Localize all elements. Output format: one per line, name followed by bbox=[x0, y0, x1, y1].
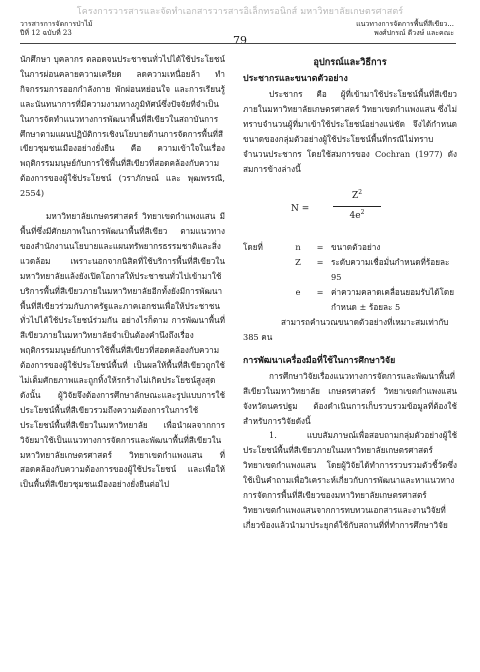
article-authors: พงศ์ปกรณ์ ดีวงษ์ และคณะ bbox=[374, 29, 454, 37]
header-divider bbox=[20, 43, 456, 44]
formula-denominator-exponent: 2 bbox=[360, 209, 365, 217]
definition-symbol-z: Z bbox=[295, 257, 301, 268]
definition-text-z: ระดับความเชื่อมั่นกำหนดที่ร้อยละ 95 bbox=[331, 257, 450, 283]
formula-lhs: N = bbox=[291, 204, 310, 215]
right-column bbox=[243, 52, 457, 533]
formula-definitions bbox=[243, 240, 457, 315]
left-paragraph-2: มหาวิทยาลัยเกษตรศาสตร์ วิทยาเขตกำแพงแสน มีพื้นที่ซึ่งมีศักยภาพในการพัฒนาพื้นที่สีเขียว ตามแนวทางของสำนักงานนโยบายและแผนทรัพยากรธรรมชาติและสิ่งแวดล้อม เพราะนอกจากนิสิตที่ใช้บริการพื้นที่สีเขียวในมหาวิทยาลัยแล้งยังเปิดโอกาสให้ประชาชนทั่วไปเข้ามาใช้บริการพื้นที่สีเขียวภายในมหาวิทยาลัยอีกทั้งยังมีการพัฒนาพื้นที่สีเขียวร่วมกับภาครัฐและภาคเอกชนเพื่อให้ประชาชนทั่วไปได้ใช้ประโยชน์ร่วมกัน อย่างไรก็ตาม การพัฒนาพื้นที่สีเขียวภายในมหาวิทยาลัยจำเป็นต้องคำนึงถึงเรื่องพฤติกรรมมนุษย์กับการใช้พื้นที่สีเขียวที่สอดคล้องกับความต้องการของผู้ใช้ประโยชน์พื้นที่ เป็นผลให้พื้นที่สีเขียวถูกใช้ไม่เต็มศักยภาพและถูกทิ้งให้รกร้างไม่เกิดประโยชน์สูงสุด ดังนั้น ผู้วิจัยจึงต้องการศึกษาลักษณะและรูปแบบการใช้ประโยชน์พื้นที่สีเขียวรวมถึงความต้องการในการใช้ประโยชน์พื้นที่สีเขียวในมหาวิทยาลัย เพื่อนำผลจากการวิจัยมาใช้เป็นแนวทางการจัดการและพัฒนาพื้นที่สีเขียวในมหาวิทยาลัยเกษตรศาสตร์ วิทยาเขตกำแพงแสน ที่สอดคล้องกับความต้องการของผู้ใช้ประโยชน์ และเพื่อให้เป็นพื้นที่สีเขียวชุมชนเมืองอย่างยั่งยืนต่อไป bbox=[20, 211, 225, 490]
definition-row-z bbox=[243, 255, 457, 285]
journal-name: วารสารการจัดการป่าไม้ bbox=[20, 20, 93, 28]
page-number: 79 bbox=[233, 34, 247, 47]
definition-equals: = bbox=[316, 242, 324, 253]
formula-denominator bbox=[333, 210, 381, 223]
formula-denominator-symbol: 4e bbox=[349, 211, 361, 222]
paragraph-gap bbox=[20, 201, 225, 209]
section-gap bbox=[243, 345, 457, 353]
definition-equals: = bbox=[316, 257, 324, 268]
definition-equals: = bbox=[316, 287, 324, 298]
formula-numerator-symbol: Z bbox=[351, 191, 359, 202]
article-header bbox=[356, 20, 454, 38]
subsection-title-instrument: การพัฒนาเครื่องมือที่ใช้ในการศึกษาวิจัย bbox=[243, 355, 396, 366]
section-title: อุปกรณ์และวิธีการ bbox=[313, 57, 387, 68]
left-paragraph-1: นักศึกษา บุคลากร ตลอดจนประชาชนทั่วไปได้ใช้ประโยชน์ในการผ่อนคลายความเครียด ลดความเหนื่อยล้า ทำกิจกรรมการออกกำลังกาย พักผ่อนหย่อนใจ และการเรียนรู้และนันทนาการที่มีความงามทางภูมิทัศน์ซึ่งปัจจัยที่จำเป็นในการจัดทำแนวทางการพัฒนาพื้นที่สีเขียวในสถาบันการศึกษาตามแผนปฏิบัติการเชิงนโยบายด้านการจัดการพื้นที่สีเขียวชุมชนเมืองอย่างยั่งยืน คือ ความเข้าใจในเรื่องพฤติกรรมมนุษย์กับการใช้พื้นที่สีเขียวที่สอดคล้องกับความต้องการของผู้ใช้ประโยชน์ (วราภักษณ์ และ พุฒพรรณี, 2554) bbox=[20, 54, 225, 199]
definition-row-e bbox=[243, 285, 457, 315]
definition-text-n: ขนาดตัวอย่าง bbox=[331, 242, 381, 253]
formula-numerator-exponent: 2 bbox=[358, 189, 363, 197]
definition-intro: โดยที่ bbox=[243, 242, 263, 253]
instrument-paragraph: การศึกษาวิจัยเรื่องแนวทางการจัดการและพัฒนาพื้นที่สีเขียวในมหาวิทยาลัย เกษตรศาสตร์ วิทยาเขตกำแพงแสน จังหวัดนครปฐม ต้องดำเนินการเก็บรวบรวมข้อมูลที่ต้องใช้สำหรับการวิจัยดังนี้ bbox=[243, 370, 457, 426]
formula-numerator bbox=[333, 190, 381, 203]
definition-symbol-e: e bbox=[295, 287, 301, 298]
sample-size-result: สามารถคำนวณขนาดตัวอย่างที่เหมาะสมเท่ากับ 385 คน bbox=[243, 316, 449, 342]
definition-text-e: ค่าความคลาดเคลื่อนยอมรับได้โดยกำหนด ± ร้อยละ 5 bbox=[331, 287, 455, 313]
subsection-title-population: ประชากรและขนาดตัวอย่าง bbox=[243, 74, 348, 84]
watermark-text: โครงการวารสารและจัดทำเอกสารวารสารอิเล็กทรอนิกส์ มหาวิทยาลัยเกษตรศาสตร์ bbox=[76, 7, 404, 17]
left-column bbox=[20, 52, 225, 492]
definition-symbol-n: n bbox=[295, 242, 301, 253]
journal-issue: ปีที่ 12 ฉบับที่ 23 bbox=[20, 29, 72, 37]
article-running-title: แนวทางการจัดการพื้นที่สีเขียว... bbox=[356, 20, 454, 28]
definition-row-n bbox=[243, 240, 457, 255]
instrument-item-1: 1. แบบสัมภาษณ์เพื่อสอบถามกลุ่มตัวอย่างผู้ใช้ประโยชน์พื้นที่สีเขียวภายในมหาวิทยาลัยเกษตรศาสตร์ วิทยาเขตกำแพงแสน โดยผู้วิจัยได้ทำการรวบรวมตัวชี้วัดซึ่งใช้เป็นคำถามเพื่อวิเคราะห์เกี่ยวกับการพัฒนาและหาแนวทางการจัดการพื้นที่สีเขียวของมหาวิทยาลัยเกษตรศาสตร์ วิทยาเขตกำแพงแสนจากการทบทวนเอกสารและงานวิจัยที่เกี่ยวข้องแล้วนำมาประยุกต์ใช้กับสถานที่ที่ทำการศึกษาวิจัย bbox=[243, 430, 457, 530]
population-paragraph: ประชากร คือ ผู้ที่เข้ามาใช้ประโยชน์พื้นที่สีเขียว ภายในมหาวิทยาลัยเกษตรศาสตร์ วิทยาเขตกำแพงแสน ซึ่งไม่ทราบจำนวนผู้ที่มาเข้าใช้ประโยชน์อย่างแน่ชัด จึงได้กำหนดขนาดของกลุ่มตัวอย่างผู้ใช้ประโยชน์พื้นที่กรณีไม่ทราบจำนวนประชากร โดยใช้สมการของ Cochran (1977) ดังสมการข้างล่างนี้ bbox=[243, 89, 457, 174]
formula-fraction bbox=[333, 190, 381, 223]
cochran-formula bbox=[243, 182, 457, 236]
formula-fraction-bar bbox=[333, 206, 381, 207]
